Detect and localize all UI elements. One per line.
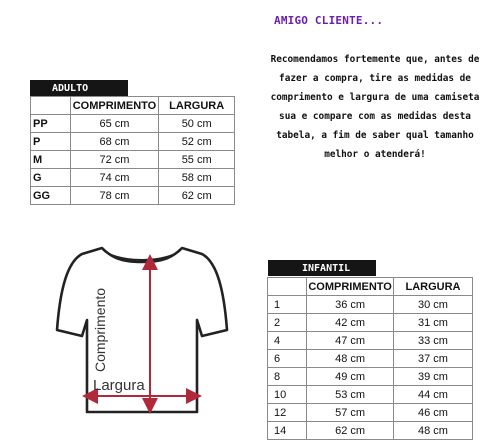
adult-table-title: ADULTO: [30, 80, 128, 96]
largura-cell: 52 cm: [159, 133, 235, 151]
child-header-row: [268, 278, 473, 296]
largura-cell: 31 cm: [394, 314, 473, 332]
length-label: Comprimento: [92, 287, 108, 372]
largura-cell: 48 cm: [394, 422, 473, 440]
header-comprimento: COMPRIMENTO: [70, 97, 159, 115]
table-row: [31, 169, 235, 187]
comprimento-cell: 65 cm: [70, 115, 159, 133]
comprimento-cell: 53 cm: [307, 386, 394, 404]
size-cell: 2: [268, 314, 307, 332]
size-cell: 12: [268, 404, 307, 422]
header-comprimento: COMPRIMENTO: [307, 278, 394, 296]
comprimento-cell: 72 cm: [70, 151, 159, 169]
table-row: [268, 404, 473, 422]
table-row: [268, 386, 473, 404]
note-body: Recomendamos fortemente que, antes de fazer a compra, tire as medidas de comprimento e largura de uma camiseta sua e compare com as medidas desta tabela, a fim de saber qual tamanho melhor o atenderá!: [270, 54, 480, 160]
width-label: Largura: [93, 377, 145, 394]
adult-header-row: [31, 97, 235, 115]
comprimento-cell: 48 cm: [307, 350, 394, 368]
child-table-title: INFANTIL: [268, 260, 376, 276]
comprimento-cell: 57 cm: [307, 404, 394, 422]
header-largura: LARGURA: [394, 278, 473, 296]
comprimento-cell: 42 cm: [307, 314, 394, 332]
header-largura: LARGURA: [159, 97, 235, 115]
largura-cell: 39 cm: [394, 368, 473, 386]
comprimento-cell: 74 cm: [70, 169, 159, 187]
table-row: [31, 151, 235, 169]
size-cell: 4: [268, 332, 307, 350]
table-row: [268, 296, 473, 314]
table-row: [31, 187, 235, 205]
largura-cell: 33 cm: [394, 332, 473, 350]
table-row: [31, 133, 235, 151]
child-size-table: [267, 277, 473, 440]
table-row: [268, 332, 473, 350]
header-size-cell: [268, 278, 307, 296]
comprimento-cell: 68 cm: [70, 133, 159, 151]
comprimento-cell: 47 cm: [307, 332, 394, 350]
tshirt-measurement-diagram: [42, 240, 242, 430]
size-cell: 10: [268, 386, 307, 404]
table-row: [268, 314, 473, 332]
table-row: [268, 350, 473, 368]
size-cell: 8: [268, 368, 307, 386]
size-cell: M: [31, 151, 71, 169]
largura-cell: 58 cm: [159, 169, 235, 187]
table-row: [268, 368, 473, 386]
comprimento-cell: 36 cm: [307, 296, 394, 314]
largura-cell: 37 cm: [394, 350, 473, 368]
comprimento-cell: 62 cm: [307, 422, 394, 440]
size-cell: PP: [31, 115, 71, 133]
largura-cell: 46 cm: [394, 404, 473, 422]
size-cell: G: [31, 169, 71, 187]
header-size-cell: [31, 97, 71, 115]
largura-cell: 50 cm: [159, 115, 235, 133]
table-row: [31, 115, 235, 133]
largura-cell: 62 cm: [159, 187, 235, 205]
comprimento-cell: 78 cm: [70, 187, 159, 205]
size-cell: GG: [31, 187, 71, 205]
largura-cell: 44 cm: [394, 386, 473, 404]
comprimento-cell: 49 cm: [307, 368, 394, 386]
size-cell: 1: [268, 296, 307, 314]
largura-cell: 30 cm: [394, 296, 473, 314]
adult-size-table: [30, 96, 235, 205]
largura-cell: 55 cm: [159, 151, 235, 169]
size-cell: 6: [268, 350, 307, 368]
size-cell: P: [31, 133, 71, 151]
size-cell: 14: [268, 422, 307, 440]
note-title: AMIGO CLIENTE...: [274, 14, 384, 27]
